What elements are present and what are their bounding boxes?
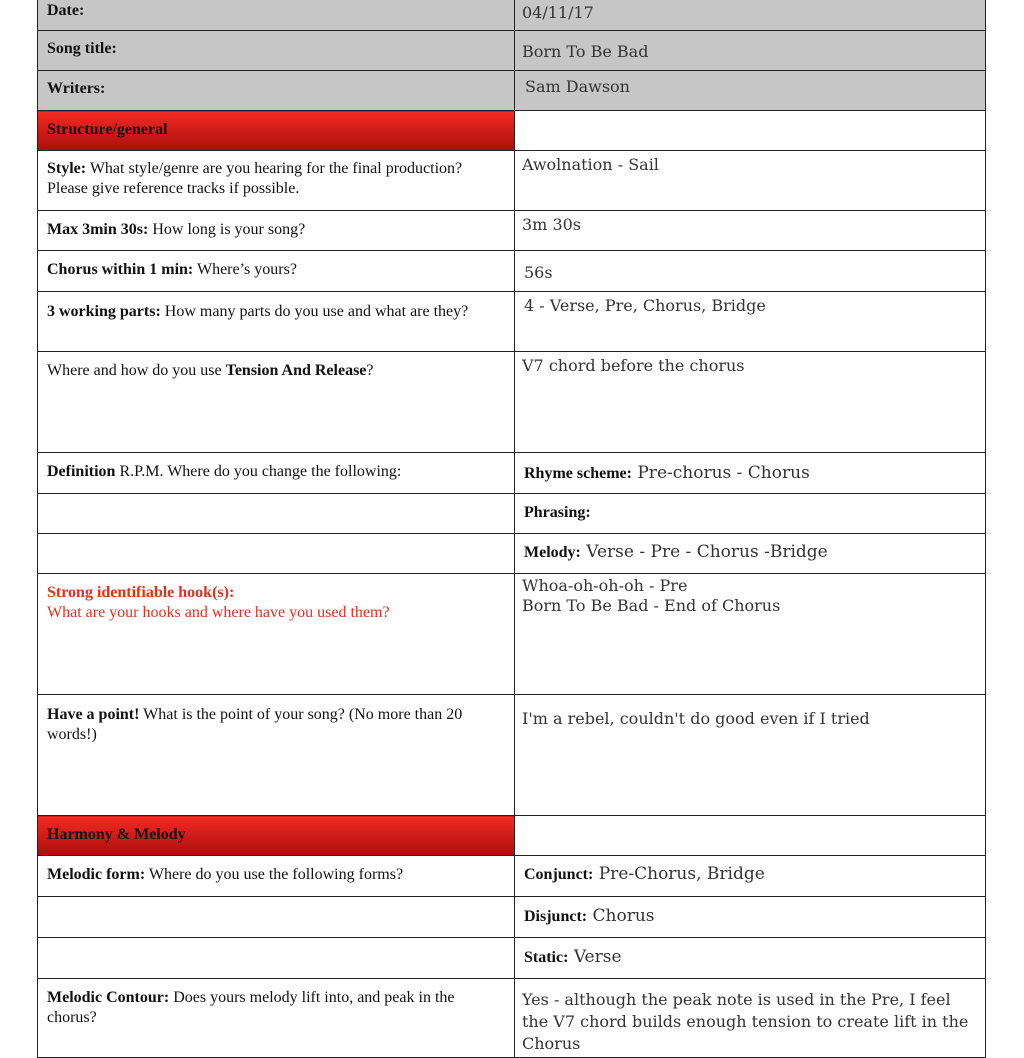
melodic-form-question-text: Where do you use the following forms? — [145, 866, 404, 883]
melody-answer: Verse - Pre - Chorus -Bridge — [580, 542, 828, 562]
hook-answer — [515, 574, 986, 695]
date-value: 04/11/17 — [515, 0, 986, 31]
melodic-contour-question-text: Does yours melody lift into, and peak in the chorus? — [47, 989, 455, 1026]
melody-blank — [38, 534, 515, 574]
date-label: Date: — [38, 0, 515, 31]
disjunct-label: Disjunct: — [524, 908, 588, 925]
disjunct-answer: Chorus — [587, 906, 655, 926]
length-question-text: How long is your song? — [148, 221, 306, 238]
phrasing-row — [38, 494, 986, 534]
working-parts-label: 3 working parts: — [47, 303, 161, 320]
tension-question-pre: Where and how do you use — [47, 362, 226, 379]
melody-cell — [515, 534, 986, 574]
tension-question-post: ? — [366, 362, 374, 379]
static-cell — [515, 938, 986, 979]
chorus-timing-question — [38, 251, 515, 292]
rhyme-scheme-cell — [515, 453, 986, 494]
point-row — [38, 695, 986, 816]
structure-section-blank — [515, 111, 986, 151]
definition-row — [38, 453, 986, 494]
song-worksheet-table — [37, 0, 986, 1058]
harmony-section-blank — [515, 816, 986, 856]
melodic-contour-question — [38, 979, 515, 1058]
length-question — [38, 211, 515, 251]
conjunct-answer: Pre-Chorus, Bridge — [593, 864, 765, 884]
point-question-text: What is the point of your song? (No more than 20 words!) — [47, 706, 463, 743]
tension-row — [38, 352, 986, 453]
point-question — [38, 695, 515, 816]
chorus-timing-answer: 56s — [515, 251, 986, 292]
hook-row — [38, 574, 986, 695]
melodic-contour-row — [38, 979, 986, 1058]
static-blank — [38, 938, 515, 979]
harmony-section-row — [38, 816, 986, 856]
melodic-contour-answer: Yes - although the peak note is used in the Pre, I feel the V7 chord builds enough tension to create lift in the Chorus — [515, 979, 986, 1058]
conjunct-label: Conjunct: — [524, 866, 594, 883]
style-answer: Awolnation - Sail — [515, 151, 986, 211]
writers-row — [38, 71, 986, 111]
rhyme-scheme-answer: Pre-chorus - Chorus — [631, 463, 810, 483]
song-title-row — [38, 31, 986, 71]
length-answer: 3m 30s — [515, 211, 986, 251]
melodic-form-label: Melodic form: — [47, 866, 146, 883]
disjunct-blank — [38, 897, 515, 938]
chorus-timing-question-text: Where’s yours? — [193, 261, 297, 278]
static-row — [38, 938, 986, 979]
melody-label: Melody: — [524, 544, 581, 561]
tension-question — [38, 352, 515, 453]
hook-answer-line-2: Born To Be Bad - End of Chorus — [522, 596, 781, 615]
melody-row — [38, 534, 986, 574]
working-parts-row — [38, 292, 986, 352]
point-answer: I'm a rebel, couldn't do good even if I tried — [515, 695, 986, 816]
rhyme-scheme-label: Rhyme scheme: — [524, 465, 632, 482]
disjunct-cell — [515, 897, 986, 938]
writers-value: Sam Dawson — [515, 71, 986, 111]
tension-label: Tension And Release — [225, 362, 367, 379]
length-row — [38, 211, 986, 251]
hook-question-text: What are your hooks and where have you used them? — [47, 604, 390, 621]
chorus-timing-label: Chorus within 1 min: — [47, 261, 194, 278]
writers-label: Writers: — [38, 71, 515, 111]
style-question — [38, 151, 515, 211]
structure-section-header: Structure/general — [38, 111, 515, 151]
hook-question — [38, 574, 515, 695]
melodic-form-row — [38, 856, 986, 897]
date-row — [38, 0, 986, 31]
chorus-timing-row — [38, 251, 986, 292]
working-parts-question-text: How many parts do you use and what are they? — [160, 303, 469, 320]
disjunct-row — [38, 897, 986, 938]
tension-answer: V7 chord before the chorus — [515, 352, 986, 453]
hook-label: Strong identifiable hook(s): — [47, 584, 235, 601]
definition-label: Definition — [47, 463, 116, 480]
static-label: Static: — [524, 949, 569, 966]
definition-question — [38, 453, 515, 494]
point-label: Have a point! — [47, 706, 140, 723]
style-row — [38, 151, 986, 211]
conjunct-cell — [515, 856, 986, 897]
static-answer: Verse — [568, 947, 622, 967]
melodic-contour-label: Melodic Contour: — [47, 989, 170, 1006]
phrasing-label: Phrasing: — [524, 504, 591, 521]
phrasing-cell — [515, 494, 986, 534]
song-title-label: Song title: — [38, 31, 515, 71]
melodic-form-question — [38, 856, 515, 897]
style-label: Style: — [47, 160, 87, 177]
structure-section-row — [38, 111, 986, 151]
definition-question-text: R.P.M. Where do you change the following: — [115, 463, 402, 480]
phrasing-blank — [38, 494, 515, 534]
song-title-value: Born To Be Bad — [515, 31, 986, 71]
working-parts-question — [38, 292, 515, 352]
style-question-text: What style/genre are you hearing for the final production? Please give reference tracks if possible. — [47, 160, 463, 197]
length-label: Max 3min 30s: — [47, 221, 149, 238]
hook-answer-line-1: Whoa-oh-oh-oh - Pre — [522, 576, 688, 595]
harmony-section-header: Harmony & Melody — [38, 816, 515, 856]
working-parts-answer: 4 - Verse, Pre, Chorus, Bridge — [515, 292, 986, 352]
